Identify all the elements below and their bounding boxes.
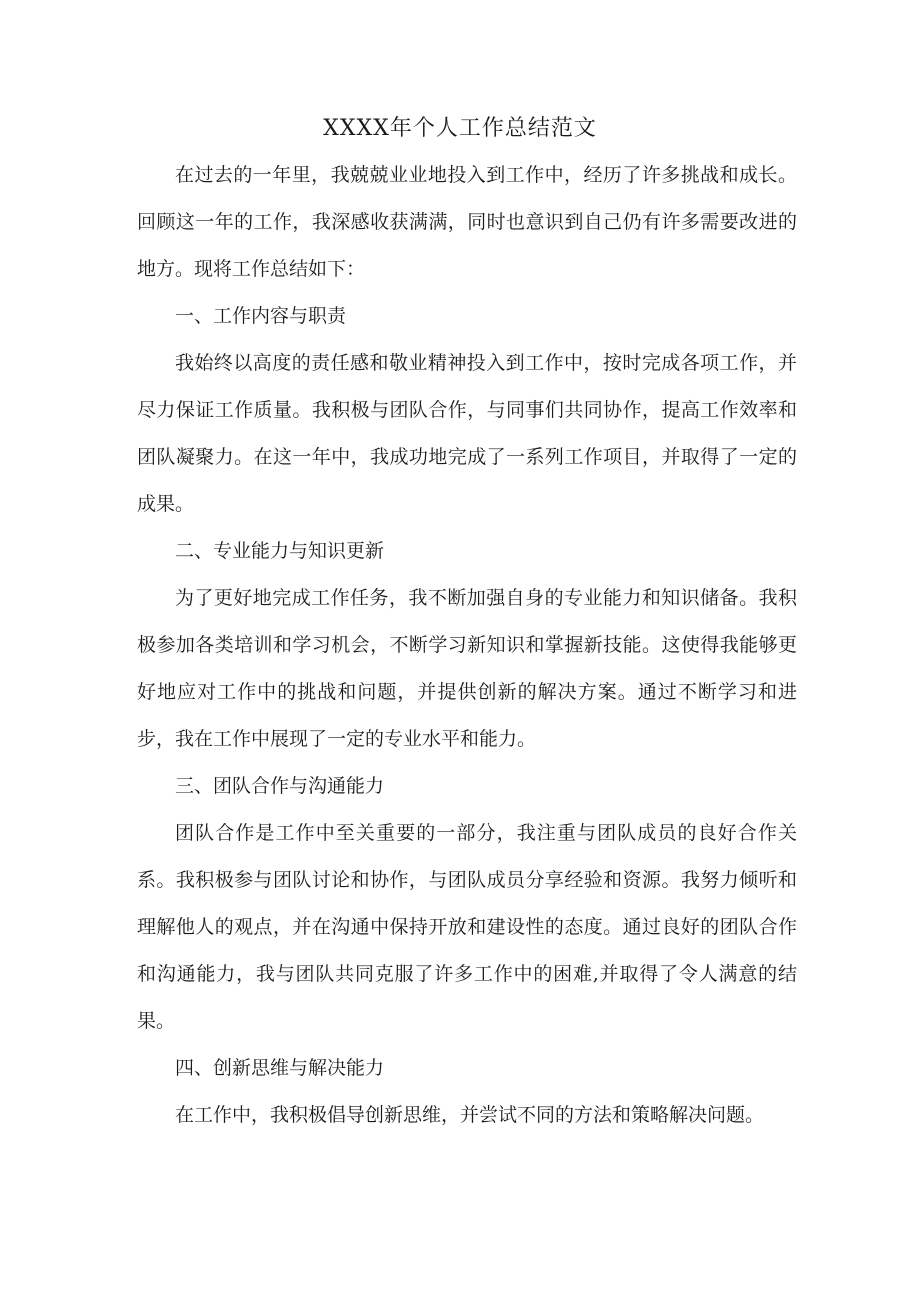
intro-paragraph: 在过去的一年里，我兢兢业业地投入到工作中，经历了许多挑战和成长。回顾这一年的工作，我深感收获满满，同时也意识到自己仍有许多需要改进的地方。现将工作总结如下： xyxy=(137,164,797,280)
section-1-paragraph: 我始终以高度的责任感和敬业精神投入到工作中，按时完成各项工作，并尽力保证工作质量。我积极与团队合作，与同事们共同协作，提高工作效率和团队凝聚力。在这一年中，我成功地完成了一系列工作项目，并取得了一定的成果。 xyxy=(137,352,797,515)
document-body xyxy=(137,152,797,1139)
section-1-heading: 一、工作内容与职责 xyxy=(175,305,347,327)
section-4-paragraph: 在工作中，我积极倡导创新思维，并尝试不同的方法和策略解决问题。 xyxy=(175,1104,765,1126)
document-title: XXXX年个人工作总结范文 xyxy=(323,116,597,141)
section-3-heading: 三、团队合作与沟通能力 xyxy=(175,775,385,797)
section-4-heading: 四、创新思维与解决能力 xyxy=(175,1057,385,1079)
section-2-heading: 二、专业能力与知识更新 xyxy=(175,540,385,562)
section-3-paragraph: 团队合作是工作中至关重要的一部分，我注重与团队成员的良好合作关系。我积极参与团队讨论和协作，与团队成员分享经验和资源。我努力倾听和理解他人的观点，并在沟通中保持开放和建设性的态度。通过良好的团队合作和沟通能力，我与团队共同克服了许多工作中的困难,并取得了令人满意的结果。 xyxy=(137,822,797,1032)
section-2-paragraph: 为了更好地完成工作任务，我不断加强自身的专业能力和知识储备。我积极参加各类培训和学习机会，不断学习新知识和掌握新技能。这使得我能够更好地应对工作中的挑战和问题，并提供创新的解决方案。通过不断学习和进步，我在工作中展现了一定的专业水平和能力。 xyxy=(137,587,797,750)
